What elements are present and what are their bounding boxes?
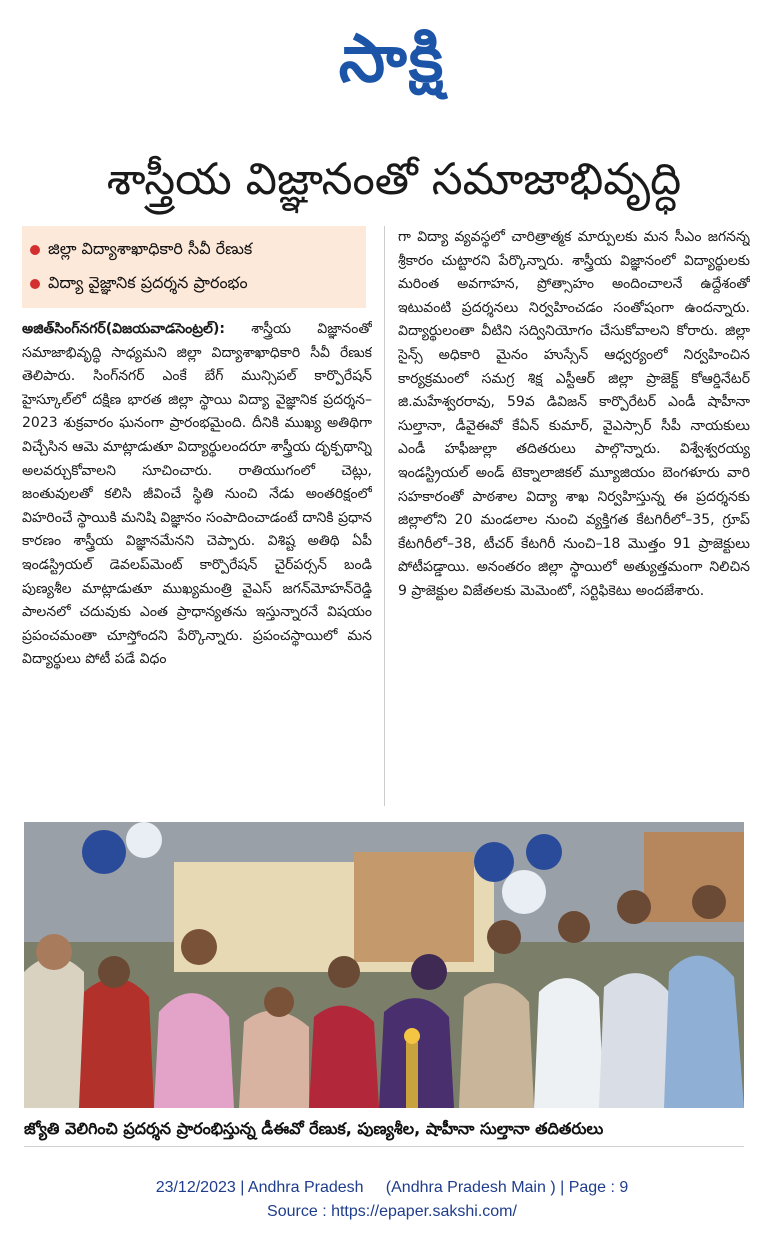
article-body-left: శాస్త్రీయ విజ్ఞానంతో సమాజాభివృద్ధి సాధ్యమని జిల్లా విద్యాశాఖాధికారి సీవీ రేణుక తెలిపారు. సింగ్‌నగర్ ఎంకే బేగ్ మున్సిపల్ కార్పొరేషన్ హైస్కూల్‌లో దక్షిణ భారత జిల్లా స్థాయి విద్యా వైజ్ఞానిక ప్రదర్శన–2023 శుక్రవారం ఘనంగా ప్రారంభమైంది. దీనికి ముఖ్య అతిథిగా విచ్చేసిన ఆమె మాట్లాడుతూ విద్యార్థులందరూ శాస్త్రీయ దృక్పథాన్ని అలవర్చుకోవాలని సూచించారు. రాతియుగంలో చెట్లు, జంతువులతో కలిసి జీవించే స్థితి నుంచి నేడు అంతరిక్షంలో విహరించే స్థాయికి మనిషి విజ్ఞానం సంపాదించాడంటే దానికి ప్రధాన కారణం శాస్త్రీయ విజ్ఞానమేనని చెప్పారు. విశిష్ట అతిథి ఏపీ ఇండస్ట్రియల్ డెవలప్‌మెంట్ కార్పొరేషన్ చైర్‌పర్సన్ బండి పుణ్యశీల మాట్లాడుతూ ముఖ్యమంత్రి వైఎస్ జగన్‌మోహన్‌రెడ్డి పాలనలో చదువుకు ఎంత ప్రాధాన్యతను ఇస్తున్నారనే విషయం ప్రపంచమంతా చూస్తోందని పేర్కొన్నారు. ప్రపంచస్థాయిలో మన విద్యార్థులు పోటీ పడే విధం [22,321,372,668]
bullet-icon [30,279,40,289]
page-footer [0,1176,784,1236]
article-body-right: గా విద్యా వ్యవస్థలో చారిత్రాత్మక మార్పులకు మన సీఎం జగనన్న శ్రీకారం చుట్టారని పేర్కొన్నారు. శాస్త్రీయ విజ్ఞానంలో విద్యార్థులకు మరింత అవగాహన, ప్రోత్సాహం అందించాలనే ఉద్దేశంతో ఇటువంటి ప్రదర్శనలు నిర్వహించడం సంతోషంగా ఉందన్నారు. విద్యార్థులంతా వీటిని సద్వినియోగం చేసుకోవాలని కోరారు. జిల్లా సైన్స్ అధికారి మైనం హుస్సేన్ ఆధ్వర్యంలో నిర్వహించిన కార్యక్రమంలో సమగ్ర శిక్ష ఎస్టీఆర్ జిల్లా ప్రాజెక్ట్ కోఆర్డినేటర్ జి.మహేశ్వరరావు, 59వ డివిజన్ కార్పొరేటర్ ఎండీ షాహీనా సుల్తానా, డీవైఈవో కేఏన్ కుమార్, వైఎస్సార్ సీపీ నాయకులు ఎండీ హఫీజుల్లా తదితరులు పాల్గొన్నారు. విశ్వేశ్వరయ్య ఇండస్ట్రియల్ అండ్ టెక్నాలాజికల్ మ్యూజియం బెంగళూరు వారి సహకారంతో పాఠశాల విద్యా శాఖ నిర్వహిస్తున్న ఈ ప్రదర్శనకు జిల్లాలోని 20 మండలాల నుంచి వ్యక్తిగత కేటగిరీలో–35, గ్రూప్ కేటగిరీలో–38, టీచర్ కేటగిరీ నుంచి–18 మొత్తం 91 ప్రాజెక్టులు పోటీపడ్డాయి. అనంతరం జిల్లా స్థాయిలో అత్యుత్తమంగా నిలిచిన 9 ప్రాజెక్టుల విజేతలకు మెమెంటో, సర్టిఫికెటు అందజేశారు. [398,229,750,599]
event-photo [24,822,744,1108]
bullet-icon [30,245,40,255]
masthead [0,14,784,104]
highlight-text: జిల్లా విద్యాశాఖాధికారి సీవీ రేణుక [48,239,253,258]
highlight-item [30,232,358,266]
article-column-left [22,318,372,808]
footer-edition-info: 23/12/2023 | Andhra Pradesh (Andhra Pradesh Main ) | Page : 9 [155,1179,629,1196]
article-headline: శాస్త్రీయ విజ్ఞానంతో సమాజాభివృద్ధి [106,154,682,205]
photo-caption: జ్యోతి వెలిగించి ప్రదర్శన ప్రారంభిస్తున్న డీఈవో రేణుక, పుణ్యశీల, షాహీనా సుల్తానా తదితరులు [24,1112,744,1147]
dateline: అజిత్‌సింగ్‌నగర్(విజయవాడసెంట్రల్): [22,321,225,337]
photo-illustration [24,822,744,1108]
sakshi-logo: సాక్షి [338,20,446,97]
article-column-right [398,226,750,808]
column-divider [384,226,385,806]
highlight-text: విద్యా వైజ్ఞానిక ప్రదర్శన ప్రారంభం [48,273,248,292]
highlight-item [30,266,358,300]
footer-source-link[interactable]: Source : https://epaper.sakshi.com/ [267,1203,517,1220]
highlights-box [22,226,366,308]
